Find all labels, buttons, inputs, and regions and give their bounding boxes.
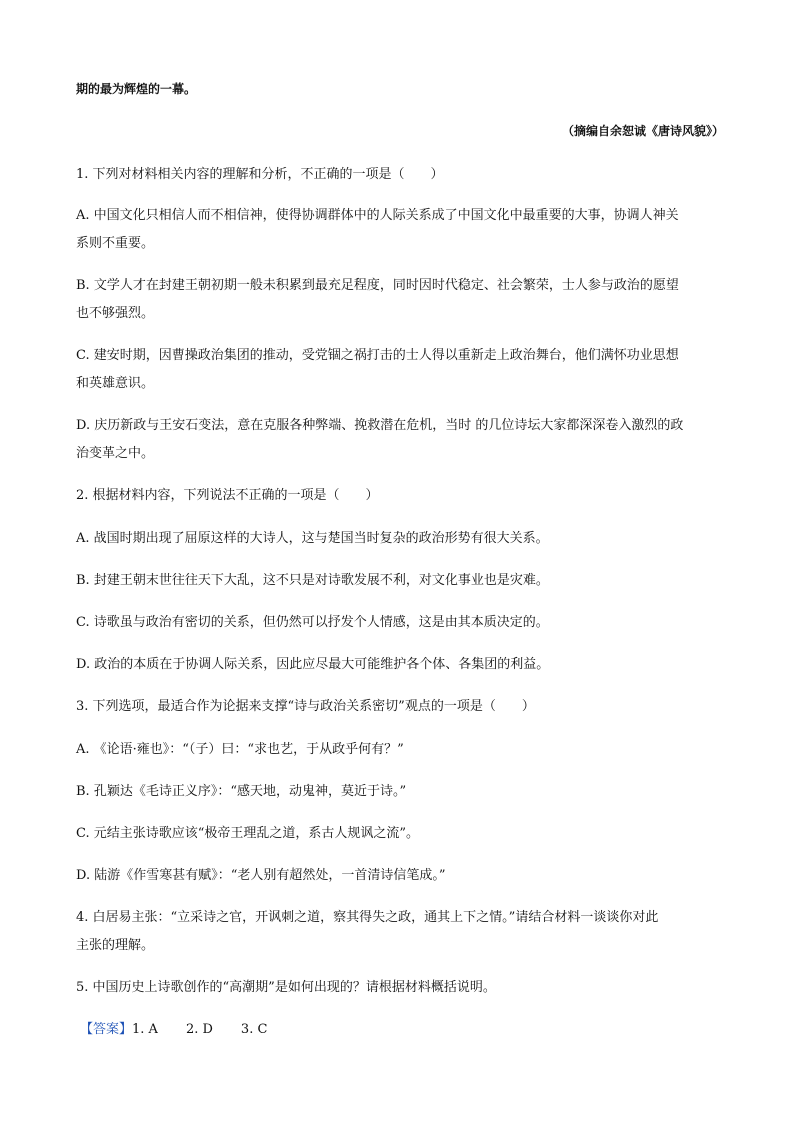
question-2-option-b: B. 封建王朝末世往往天下大乱，这不只是对诗歌发展不利，对文化事业也是灾难。	[76, 573, 549, 588]
intro-end-text: 期的最为辉煌的一幕。	[76, 82, 197, 96]
question-1-option-b-line1: B. 文学人才在封建王朝初期一般未积累到最充足程度，同时因时代稳定、社会繁荣，士人参与政治的愿望	[76, 278, 679, 293]
question-3-stem: 3. 下列选项，最适合作为论据来支撑“诗与政治关系密切”观点的一项是（ ）	[76, 699, 535, 714]
question-2-option-a: A. 战国时期出现了屈原这样的大诗人，这与楚国当时复杂的政治形势有很大关系。	[76, 531, 549, 546]
question-4-stem-line1: 4. 白居易主张：“立采诗之官，开讽刺之道，察其得失之政，通其上下之情。”请结合材料一谈谈你对此	[76, 910, 659, 925]
question-1-option-a-line1: A. 中国文化只相信人而不相信神，使得协调群体中的人际关系成了中国文化中最重要的大事，协调人神关	[76, 208, 679, 223]
answer-item-2: 2. D	[185, 1022, 213, 1037]
question-1-stem: 1. 下列对材料相关内容的理解和分析，不正确的一项是（ ）	[76, 167, 444, 182]
question-3-option-d: D. 陆游《作雪寒甚有赋》：“老人别有超然处，一首清诗信笔成。”	[76, 868, 446, 883]
answer-item-3: 3. C	[240, 1022, 268, 1037]
question-4-stem-line2: 主张的理解。	[76, 938, 155, 953]
answer-item-1: 1. A	[132, 1022, 158, 1037]
question-1-option-d-line1: D. 庆历新政与王安石变法，意在克服各种弊端、挽救潜在危机，当时 的几位诗坛大家都深深卷入激烈的政	[76, 418, 684, 433]
question-2-option-d: D. 政治的本质在于协调人际关系，因此应尽最大可能维护各个体、各集团的利益。	[76, 657, 550, 672]
question-3-option-a: A. 《论语·雍也》：“（子）曰：“求也艺，于从政乎何有？”	[76, 742, 404, 757]
question-1-option-a-line2: 系则不重要。	[76, 236, 155, 251]
question-1-option-c-line2: 和英雄意识。	[76, 376, 155, 391]
question-2-stem: 2. 根据材料内容，下列说法不正确的一项是（ ）	[76, 488, 379, 503]
answer-items	[132, 1022, 295, 1037]
question-1-option-c-line1: C. 建安时期，因曹操政治集团的推动，受党锢之祸打击的士人得以重新走上政治舞台，他们满怀功业思想	[76, 348, 679, 363]
question-1-option-b-line2: 也不够强烈。	[76, 306, 155, 321]
question-1-option-d-line2: 治变革之中。	[76, 446, 155, 461]
question-5-stem: 5. 中国历史上诗歌创作的“高潮期”是如何出现的？请根据材料概括说明。	[76, 980, 496, 995]
answer-label: 【答案】	[80, 1022, 133, 1037]
answer-line	[80, 1021, 730, 1039]
question-3-option-c: C. 元结主张诗歌应该“极帝王理乱之道，系古人规讽之流”。	[76, 826, 420, 841]
question-3-option-b: B. 孔颖达《毛诗正义序》：“感天地，动鬼神，莫近于诗。”	[76, 784, 407, 799]
source-citation: （摘编自余恕诚《唐诗风貌》）	[561, 124, 724, 138]
question-2-option-c: C. 诗歌虽与政治有密切的关系，但仍然可以抒发个人情感，这是由其本质决定的。	[76, 615, 549, 630]
